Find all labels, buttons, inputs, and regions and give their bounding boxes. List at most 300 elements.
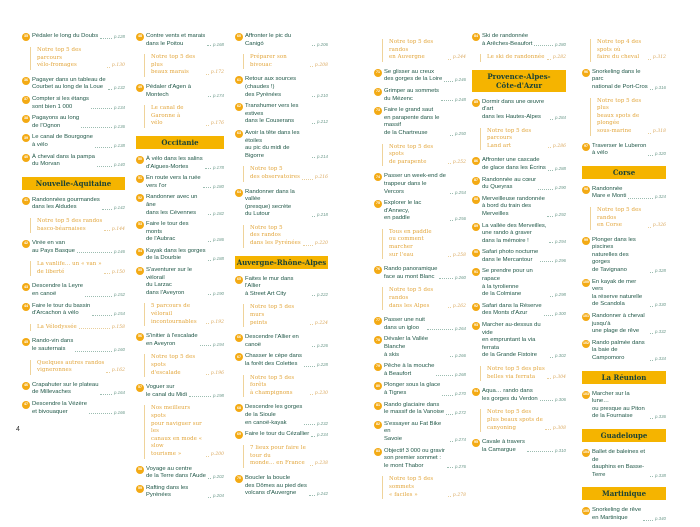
dotted-leader [304, 424, 315, 425]
entry-title: Voguer sur le canal du Midi [146, 384, 187, 398]
entry-number-badge: 52 [136, 194, 144, 202]
toc-entry[interactable] [235, 431, 328, 439]
tip-title: Notre top 5 des murs peints [250, 304, 295, 326]
toc-entry[interactable] [582, 340, 666, 363]
entry-number-badge: 46 [22, 382, 30, 390]
toc-entry[interactable] [374, 363, 466, 378]
toc-entry[interactable] [582, 279, 666, 309]
toc-entry[interactable] [22, 382, 125, 397]
toc-tip-item[interactable] [480, 409, 566, 432]
page-ref: p.248 [455, 96, 466, 102]
entry-number-badge: 80 [374, 382, 382, 390]
toc-entry[interactable] [136, 194, 224, 217]
entry-number-badge: 100 [582, 279, 590, 287]
toc-entry[interactable] [235, 33, 328, 48]
page-ref: p.336 [655, 414, 666, 420]
entry-number-badge: 71 [374, 69, 382, 77]
dotted-leader [450, 193, 453, 194]
entry-body [245, 33, 328, 48]
dotted-leader [206, 374, 209, 375]
dotted-leader [91, 108, 112, 109]
entry-number-badge: 95 [472, 439, 480, 447]
tip-title: La Vélodyssée [37, 323, 77, 330]
toc-entry[interactable] [582, 237, 666, 275]
dotted-leader [442, 395, 453, 396]
dotted-leader [540, 400, 553, 401]
toc-entry[interactable] [472, 303, 566, 318]
entry-body [592, 186, 666, 201]
toc-entry[interactable] [582, 313, 666, 336]
page-ref: p.288 [555, 165, 566, 171]
tip-title: Notre top 5 des randos en Auvergne [389, 39, 434, 61]
toc-entry[interactable] [22, 338, 125, 353]
page-ref: p.136 [114, 123, 125, 129]
dotted-leader [102, 209, 112, 210]
entry-number-badge: 96 [582, 69, 590, 77]
entry-number-badge: 102 [582, 340, 590, 348]
entry-title: Se prendre pour un rapace à la tyrolienne de la Colmiane [482, 268, 533, 298]
page-ref: p.308 [552, 425, 566, 431]
entry-number-badge: 77 [374, 317, 382, 325]
toc-tip-item[interactable] [382, 39, 466, 62]
toc-tip-item[interactable] [382, 287, 466, 310]
page-ref: p.182 [213, 210, 224, 216]
page-ref: p.340 [655, 515, 666, 521]
page-ref: p.296 [555, 257, 566, 263]
toc-entry[interactable] [472, 322, 566, 360]
toc-tip-item[interactable] [590, 39, 666, 62]
toc-entry[interactable] [374, 336, 466, 359]
tip-title: 7 lieux pour faire le tour du monde… en France [250, 445, 306, 467]
page-ref: p.150 [111, 269, 125, 275]
dotted-leader [650, 360, 653, 361]
region-header: Martinique [582, 487, 666, 500]
entry-title: Transhumer vers les estives dans le Couserans [245, 103, 299, 125]
page-ref: p.164 [114, 390, 125, 396]
entry-body [482, 177, 566, 192]
toc-entry[interactable] [582, 507, 666, 522]
entry-body [245, 353, 328, 368]
entry-title: Pagayer dans un tableau de Courbet au long de la Loue [32, 76, 106, 91]
dotted-leader [312, 216, 315, 217]
toc-entry[interactable] [472, 439, 566, 454]
toc-tip-item[interactable] [243, 225, 328, 248]
toc-entry[interactable] [22, 197, 125, 212]
toc-column-6 [582, 33, 666, 527]
entry-body [146, 485, 224, 500]
toc-entry[interactable] [235, 475, 328, 498]
toc-tip-item[interactable] [30, 360, 125, 375]
entry-number-badge: 61 [235, 76, 243, 84]
entry-number-badge: 83 [374, 448, 382, 456]
dotted-leader [310, 324, 313, 325]
entry-title: Virée en van au Pays Basque [32, 240, 75, 254]
toc-entry[interactable] [374, 266, 466, 281]
entry-number-badge: 49 [136, 84, 144, 92]
page-ref: p.228 [317, 362, 328, 367]
entry-body [146, 175, 224, 190]
entry-body [146, 466, 224, 481]
entry-number-badge: 58 [136, 466, 144, 474]
entry-body [592, 340, 666, 363]
toc-entry[interactable] [472, 33, 566, 48]
entry-number-badge: 88 [472, 196, 480, 204]
entry-title: Merveilleuse randonnée à bord du train des Merveilles [482, 195, 545, 217]
entry-title: Randonner avec un âne dans les Cévennes [146, 194, 198, 216]
toc-column-2 [136, 33, 224, 504]
tip-title: Notre top 5 des randos basco-béarnaises [37, 217, 103, 232]
toc-tip-item[interactable] [144, 105, 224, 128]
toc-entry[interactable] [22, 134, 125, 149]
entry-body [592, 313, 666, 336]
entry-number-badge: 84 [472, 33, 480, 41]
page-ref: p.178 [213, 164, 224, 170]
entry-number-badge: 97 [582, 143, 590, 151]
dotted-leader [304, 366, 315, 367]
toc-entry[interactable] [582, 143, 666, 158]
dotted-leader [85, 296, 112, 297]
toc-entry[interactable] [582, 449, 666, 479]
page-ref: p.280 [555, 41, 566, 47]
dotted-leader [200, 345, 211, 346]
entry-title: Marcher sur la lune… ou presque au Piton de la Fournaise [592, 390, 645, 420]
dotted-leader [448, 163, 451, 164]
toc-entry[interactable] [472, 99, 566, 122]
entry-body [32, 154, 125, 169]
toc-entry[interactable] [374, 200, 466, 223]
entry-number-badge: 59 [136, 485, 144, 493]
entry-body [32, 77, 125, 92]
toc-tip-item[interactable] [243, 445, 328, 468]
tip-title: Quelques autres randos vigneronnes [37, 359, 105, 374]
dotted-leader [450, 441, 453, 442]
dotted-leader [527, 451, 553, 452]
dotted-leader [648, 133, 651, 134]
toc-entry[interactable] [22, 77, 125, 92]
page-ref: p.328 [655, 268, 666, 274]
toc-entry[interactable] [136, 267, 224, 297]
entry-body [482, 439, 566, 454]
toc-entry[interactable] [582, 69, 666, 92]
entry-title: Descendre les gorges de la Sioule en canoë-kayak [245, 404, 303, 426]
toc-entry[interactable] [472, 157, 566, 172]
toc-entry[interactable] [374, 173, 466, 196]
page-ref: p.290 [555, 185, 566, 191]
entry-number-badge: 47 [22, 401, 30, 409]
toc-entry[interactable] [22, 154, 125, 169]
entry-body [592, 507, 666, 522]
entry-body [146, 194, 224, 217]
dotted-leader [427, 329, 453, 330]
toc-entry[interactable] [472, 196, 566, 219]
toc-entry[interactable] [235, 103, 328, 126]
tip-title: Notre top 5 des observatoires [250, 166, 300, 180]
entry-number-badge: 104 [582, 449, 590, 457]
entry-title: Ballet de baleines et de dauphins en Basse-Terre [592, 448, 646, 478]
entry-body [482, 99, 566, 122]
toc-entry[interactable] [235, 404, 328, 427]
dotted-leader [650, 272, 653, 273]
dotted-leader [312, 346, 315, 347]
entry-title: Randonner à cheval jusqu'à une plage de rêve [592, 313, 645, 335]
toc-tip-item[interactable] [30, 47, 125, 70]
entry-body [482, 303, 566, 318]
toc-entry[interactable] [472, 249, 566, 264]
entry-title: Objectif 3 000 ou gravir son premier sommet : le mont Thabor [384, 447, 445, 469]
entry-title: Rando-vin dans le sauternais [32, 338, 74, 353]
dotted-leader [100, 38, 112, 39]
page-ref: p.224 [314, 320, 328, 326]
entry-body [384, 402, 466, 417]
entry-body [384, 173, 466, 196]
toc-tip-item[interactable] [590, 98, 666, 136]
dotted-leader [444, 81, 453, 82]
toc-tip-item[interactable] [480, 54, 566, 62]
entry-title: S'aventurer sur le vélorail du Larzac dans l'Aveyron [146, 267, 192, 296]
entry-number-badge: 37 [22, 96, 30, 104]
entry-title: Descendre la Vézère et bivouaquer [32, 401, 88, 415]
entry-body [592, 391, 666, 421]
entry-title: Randonnée au cœur du Queyras [482, 176, 537, 191]
dotted-leader [208, 96, 211, 97]
toc-entry[interactable] [22, 283, 125, 298]
dotted-leader [448, 256, 451, 257]
toc-entry[interactable] [235, 334, 328, 349]
dotted-leader [439, 278, 453, 279]
toc-entry[interactable] [374, 402, 466, 417]
toc-entry[interactable] [235, 353, 328, 368]
toc-entry[interactable] [374, 69, 466, 84]
page-ref: p.306 [555, 396, 566, 402]
toc-entry[interactable] [136, 84, 224, 99]
toc-entry[interactable] [136, 248, 224, 263]
entry-number-badge: 60 [235, 33, 243, 41]
toc-entry[interactable] [136, 156, 224, 171]
entry-number-badge: 79 [374, 363, 382, 371]
entry-number-badge: 36 [22, 77, 30, 85]
tip-title: Notre top 5 des plus belles via ferrata [487, 366, 545, 380]
entry-body [384, 363, 466, 378]
entry-body [146, 84, 224, 99]
toc-entry[interactable] [136, 175, 224, 190]
dotted-leader [450, 220, 453, 221]
entry-title: Pagayons au long de l'Ognon [32, 115, 80, 129]
entry-number-badge: 99 [582, 237, 590, 245]
dotted-leader [549, 242, 553, 243]
page-ref: p.264 [455, 325, 466, 331]
page-ref: p.294 [555, 238, 566, 244]
entry-number-badge: 82 [374, 421, 382, 429]
tip-title: Tous en paddle ou comment marcher sur l'eau [389, 228, 432, 258]
entry-body [32, 240, 125, 255]
tip-title: Notre top 5 des randos dans les Alpes [389, 287, 434, 309]
toc-entry[interactable] [374, 317, 466, 332]
page-ref: p.274 [455, 436, 466, 442]
entry-title: Plonger dans les piscines naturelles des gorges de Tavignano [592, 236, 636, 274]
toc-entry[interactable] [136, 384, 224, 399]
dotted-leader [205, 168, 211, 169]
entry-title: Se glisser au creux des gorges de la Loire [384, 68, 443, 83]
entry-number-badge: 76 [374, 266, 382, 274]
entry-number-badge: 54 [136, 248, 144, 256]
dotted-leader [208, 294, 211, 295]
toc-entry[interactable] [374, 107, 466, 137]
entry-body [592, 143, 666, 158]
toc-tip-item[interactable] [382, 144, 466, 167]
dotted-leader [550, 357, 553, 358]
entry-title: Randonnées gourmandes dans les Aldudes [32, 196, 100, 211]
toc-entry[interactable] [582, 186, 666, 201]
toc-entry[interactable] [374, 382, 466, 397]
toc-tip-item[interactable] [144, 354, 224, 377]
page-ref: p.138 [114, 142, 125, 148]
toc-entry[interactable] [235, 130, 328, 160]
toc-entry[interactable] [374, 88, 466, 103]
toc-entry[interactable] [472, 388, 566, 403]
toc-entry[interactable] [582, 391, 666, 421]
page-ref: p.186 [213, 237, 224, 243]
entry-number-badge: 69 [235, 431, 243, 439]
entry-title: Cavale à travers la Camargue [482, 439, 525, 453]
entry-body [482, 388, 566, 403]
toc-entry[interactable] [374, 421, 466, 444]
page-ref: p.324 [655, 194, 666, 200]
toc-entry[interactable] [22, 115, 125, 130]
entry-title: S'essayer au Fat Bike en Savoie [384, 420, 442, 442]
entry-number-badge: 72 [374, 88, 382, 96]
entry-body [482, 322, 566, 360]
entry-number-badge: 81 [374, 402, 382, 410]
page-ref: p.220 [314, 241, 328, 247]
region-header: Corse [582, 166, 666, 179]
toc-tip-item[interactable] [144, 54, 224, 77]
toc-entry[interactable] [22, 33, 125, 41]
toc-tip-item[interactable] [30, 261, 125, 276]
toc-entry[interactable] [472, 223, 566, 246]
region-header: Guadeloupe [582, 429, 666, 442]
toc-entry[interactable] [136, 485, 224, 500]
page-ref: p.176 [210, 121, 224, 127]
page-number: 4 [16, 426, 20, 433]
dotted-leader [81, 127, 112, 128]
tip-title: Nos meilleurs spots pour naviguer sur les canaux en mode « slow tourisme » [151, 405, 203, 457]
toc-tip-item[interactable] [590, 207, 666, 230]
entry-title: Pédaler le long du Doubs [32, 33, 99, 39]
toc-tip-item[interactable] [30, 324, 125, 332]
toc-entry[interactable] [235, 276, 328, 299]
entry-number-badge: 98 [582, 186, 590, 194]
entry-number-badge: 48 [136, 33, 144, 41]
page-ref: p.272 [455, 410, 466, 416]
entry-body [245, 103, 328, 126]
toc-entry[interactable] [22, 240, 125, 255]
dotted-leader [311, 436, 315, 437]
tip-title: Notre top 5 des randos dans les Pyrénées [250, 224, 301, 247]
toc-tip-item[interactable] [382, 476, 466, 499]
entry-body [146, 333, 224, 348]
toc-entry[interactable] [22, 401, 125, 416]
dotted-leader [650, 476, 653, 477]
toc-entry[interactable] [136, 466, 224, 481]
entry-title: Avoir la tête dans les étoiles au pic du midi de Bigorre [245, 129, 300, 159]
entry-body [32, 283, 125, 298]
dotted-leader [448, 307, 451, 308]
page-ref: p.232 [317, 420, 328, 426]
entry-title: Retour aux sources (chaudes !) des Pyrénées [245, 76, 297, 98]
toc-entry[interactable] [136, 221, 224, 244]
page-ref: p.276 [455, 463, 466, 469]
entry-title: Randonner dans la vallée (presque) secrète du Lutour [245, 188, 295, 218]
entry-number-badge: 78 [374, 336, 382, 344]
entry-title: Descendre l'Allier en canoë [245, 334, 299, 348]
dotted-leader [106, 372, 109, 373]
toc-tip-item[interactable] [144, 303, 224, 326]
entry-body [245, 431, 328, 439]
page-ref: p.222 [317, 291, 328, 297]
entry-number-badge: 101 [582, 313, 590, 321]
dotted-leader [207, 45, 211, 46]
toc-entry[interactable] [22, 96, 125, 111]
toc-tip-item[interactable] [382, 229, 466, 259]
toc-tip-item[interactable] [144, 405, 224, 458]
entry-body [32, 134, 125, 149]
page-ref: p.154 [114, 311, 125, 317]
page-ref: p.166 [114, 409, 125, 415]
toc-entry[interactable] [374, 448, 466, 471]
entry-title: Plonger sous la glace à Tignes [384, 382, 441, 396]
page-ref: p.312 [652, 55, 666, 61]
toc-entry[interactable] [136, 33, 224, 48]
entry-title: Kayak dans les gorges de la Dourbie [146, 247, 206, 262]
entry-number-badge: 90 [472, 249, 480, 257]
page-ref: p.234 [317, 432, 328, 438]
page-ref: p.284 [555, 114, 566, 120]
dotted-leader [448, 59, 451, 60]
dotted-leader [447, 467, 453, 468]
entry-number-badge: 92 [472, 303, 480, 311]
dotted-leader [650, 418, 653, 419]
toc-tip-item[interactable] [30, 218, 125, 233]
toc-tip-item[interactable] [243, 304, 328, 327]
toc-entry[interactable] [472, 268, 566, 298]
toc-tip-item[interactable] [243, 375, 328, 398]
dotted-leader [628, 198, 653, 199]
dotted-leader [436, 375, 453, 376]
toc-tip-item[interactable] [480, 366, 566, 381]
page-ref: p.226 [317, 342, 328, 348]
toc-tip-item[interactable] [243, 54, 328, 69]
page-ref: p.168 [213, 41, 224, 47]
toc-entry[interactable] [235, 76, 328, 99]
toc-tip-item[interactable] [480, 128, 566, 151]
toc-entry[interactable] [235, 189, 328, 219]
dotted-leader [538, 189, 553, 190]
entry-number-badge: 35 [22, 33, 30, 41]
toc-entry[interactable] [22, 303, 125, 318]
entry-title: Marcher au-dessus du vide en empruntant la via ferrata de la Grande Fistoire [482, 322, 541, 359]
entry-number-badge: 67 [235, 353, 243, 361]
toc-entry[interactable] [472, 177, 566, 192]
entry-number-badge: 45 [22, 338, 30, 346]
toc-tip-item[interactable] [243, 166, 328, 181]
entry-number-badge: 87 [472, 177, 480, 185]
toc-entry[interactable] [136, 333, 224, 348]
entry-body [592, 69, 666, 92]
entry-number-badge: 66 [235, 334, 243, 342]
dotted-leader [309, 495, 315, 496]
page-ref: p.244 [452, 55, 466, 61]
entry-body [32, 115, 125, 130]
